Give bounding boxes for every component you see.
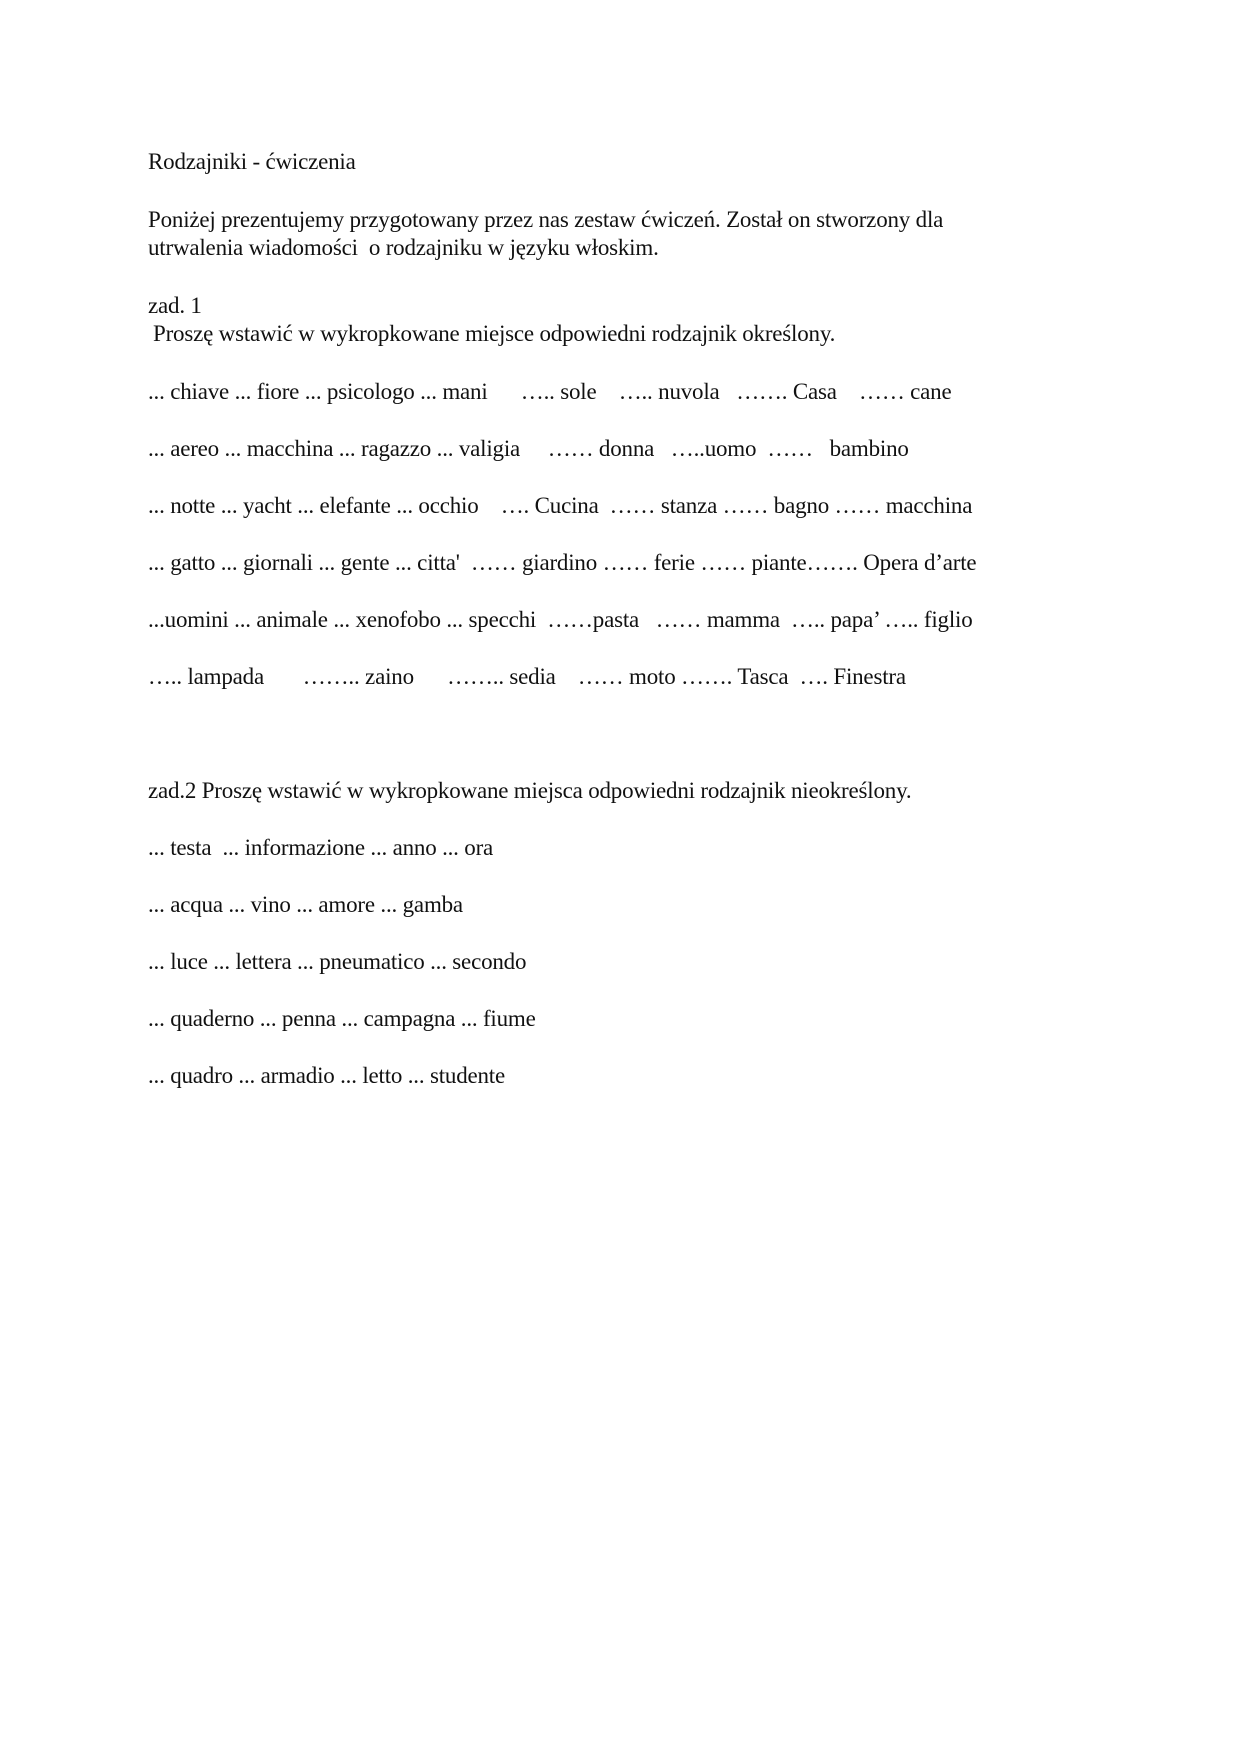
exercise-2-row: ... quadro ... armadio ... letto ... studente [148, 1063, 506, 1088]
exercise-2-row: ... testa ... informazione ... anno ... ora [148, 835, 494, 860]
intro-line-1: Poniżej prezentujemy przygotowany przez nas zestaw ćwiczeń. Został on stworzony dla [148, 207, 944, 232]
exercise-2-row: ... acqua ... vino ... amore ... gamba [148, 892, 463, 917]
exercise-1-row: ….. lampada …….. zaino …….. sedia …… moto ……. Tasca …. Finestra [148, 664, 906, 689]
document-title: Rodzajniki - ćwiczenia [148, 149, 356, 174]
exercise-2-row: ... luce ... lettera ... pneumatico ... secondo [148, 949, 527, 974]
exercise-1-row: ...uomini ... animale ... xenofobo ... specchi ……pasta …… mamma ….. papa’ ….. figlio [148, 607, 973, 632]
exercise-2-heading: zad.2 Proszę wstawić w wykropkowane miejsca odpowiedni rodzajnik nieokreślony. [148, 778, 912, 803]
exercise-1-heading: zad. 1 [148, 293, 202, 318]
exercise-1-row: ... chiave ... fiore ... psicologo ... mani ….. sole ….. nuvola ……. Casa …… cane [148, 379, 952, 404]
intro-line-2: utrwalenia wiadomości o rodzajniku w języku włoskim. [148, 235, 659, 260]
exercise-2-row: ... quaderno ... penna ... campagna ... fiume [148, 1006, 536, 1031]
exercise-1-row: ... gatto ... giornali ... gente ... citta' …… giardino …… ferie …… piante……. Opera d’arte [148, 550, 977, 575]
exercise-1-row: ... notte ... yacht ... elefante ... occhio …. Cucina …… stanza …… bagno …… macchina [148, 493, 973, 518]
exercise-1-instruction: Proszę wstawić w wykropkowane miejsce odpowiedni rodzajnik określony. [153, 321, 836, 346]
exercise-1-row: ... aereo ... macchina ... ragazzo ... valigia …… donna …..uomo …… bambino [148, 436, 909, 461]
